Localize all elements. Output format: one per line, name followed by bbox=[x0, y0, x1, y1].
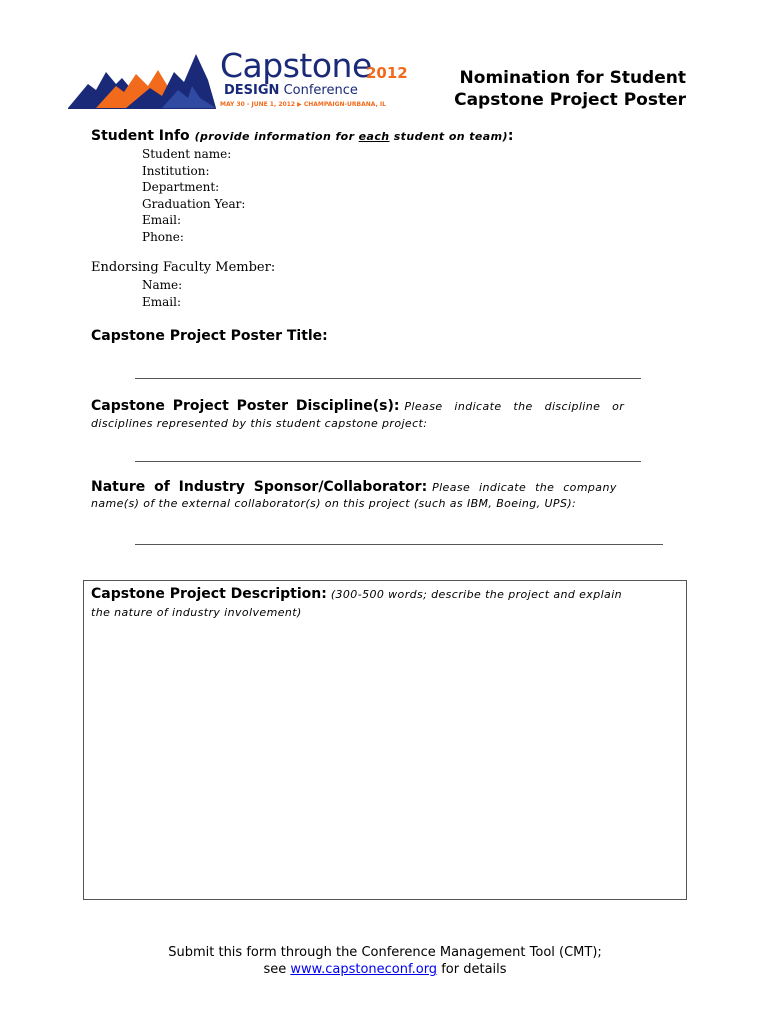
footer-line-2: see www.capstoneconf.org for details bbox=[263, 962, 507, 977]
logo-year: 2012 bbox=[366, 64, 408, 82]
field-student-email: Email: bbox=[142, 213, 182, 227]
discipline-note: disciplines represented by this student capstone project: bbox=[91, 417, 428, 430]
document-title bbox=[436, 67, 686, 111]
logo-word: Capstone bbox=[220, 46, 372, 85]
faculty-heading: Endorsing Faculty Member: bbox=[91, 260, 276, 275]
discipline-line bbox=[135, 461, 641, 462]
conference-website-link[interactable]: www.capstoneconf.org bbox=[290, 962, 438, 977]
field-faculty-email: Email: bbox=[142, 294, 182, 309]
sponsor-note: name(s) of the external collaborator(s) on this project (such as IBM, Boeing, UPS): bbox=[91, 497, 577, 510]
emphasis-each: each bbox=[358, 130, 390, 143]
discipline-heading: Capstone Project Poster Discipline(s): Please indicate the discipline or bbox=[91, 398, 625, 414]
description-note-2: the nature of industry involvement) bbox=[91, 606, 302, 619]
field-faculty-name: Name: bbox=[142, 278, 183, 292]
title-line-2: Capstone Project Poster bbox=[454, 90, 686, 110]
description-heading: Capstone Project Description: bbox=[91, 586, 327, 602]
field-graduation-year: Graduation Year: bbox=[142, 196, 246, 211]
logo-dates: MAY 30 - JUNE 1, 2012 ▶ CHAMPAIGN-URBANA, IL bbox=[220, 101, 386, 108]
field-student-name: Student name: bbox=[142, 147, 232, 161]
footer-line-1: Submit this form through the Conference Management Tool (CMT); bbox=[168, 945, 602, 960]
sponsor-heading: Nature of Industry Sponsor/Collaborator: Please indicate the company bbox=[91, 479, 617, 495]
student-fields bbox=[142, 146, 245, 245]
description-box[interactable] bbox=[83, 580, 687, 900]
field-institution: Institution: bbox=[142, 163, 210, 178]
title-line-1: Nomination for Student bbox=[459, 68, 686, 88]
description-note-1: (300-500 words; describe the project and explain bbox=[330, 588, 623, 601]
faculty-fields bbox=[142, 277, 182, 310]
sponsor-line bbox=[135, 544, 663, 545]
poster-title-heading: Capstone Project Poster Title: bbox=[91, 328, 328, 344]
student-info-heading: Student Info (provide information for each student on team): bbox=[91, 128, 514, 144]
poster-title-line bbox=[135, 378, 641, 379]
logo-design-conference: DESIGN Conference bbox=[224, 83, 358, 98]
field-department: Department: bbox=[142, 180, 220, 194]
footer bbox=[85, 944, 685, 978]
conference-logo bbox=[66, 46, 416, 116]
field-phone: Phone: bbox=[142, 229, 184, 244]
